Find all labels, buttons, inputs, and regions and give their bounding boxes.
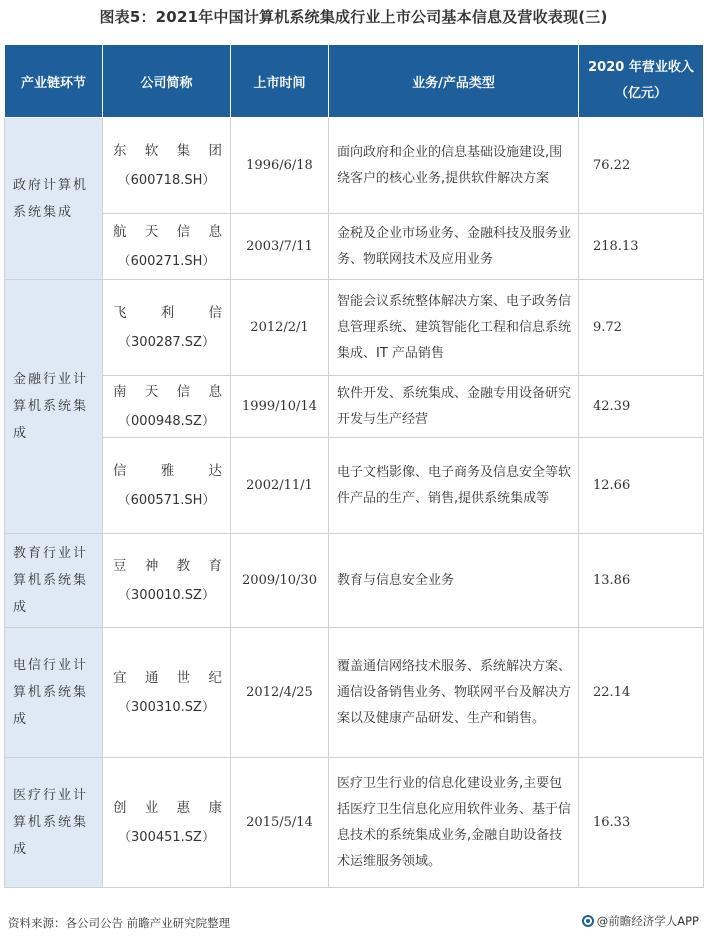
company-name [103,456,230,486]
table-row [5,376,704,438]
stock-code: （600571.SH） [117,492,216,508]
source-note: 资料来源：各公司公告 前瞻产业研究院整理 [8,916,231,930]
table-header-row [5,45,704,118]
listing-date-cell: 2002/11/1 [231,438,329,534]
business-cell: 软件开发、系统集成、金融专用设备研究开发与生产经营 [329,376,579,438]
company-name-char: 惠 [176,799,191,816]
company-name-char: 信 [113,462,127,479]
company-table [4,44,704,888]
segment-cell: 教育行业计算机系统集成 [5,534,103,628]
table-row [5,280,704,376]
revenue-cell: 218.13 [579,214,704,280]
business-cell: 教育与信息安全业务 [329,534,579,628]
business-cell: 面向政府和企业的信息基础设施建设,围绕客户的核心业务,提供软件解决方案 [329,118,579,214]
company-name-char: 东 [113,142,127,159]
company-name-char: 天 [144,223,159,240]
company-name [103,663,230,693]
header-business: 业务/产品类型 [329,45,579,118]
company-name-char: 教 [176,557,191,574]
revenue-cell: 22.14 [579,628,704,758]
company-name-char: 育 [208,557,222,574]
company-name-char: 创 [113,799,127,816]
table-row [5,758,704,888]
company-name-char: 宜 [113,669,127,686]
stock-code: （600271.SH） [117,253,216,269]
company-name-char: 世 [176,669,191,686]
company-name-char: 神 [144,557,159,574]
company-name-char: 息 [208,383,222,400]
company-cell [103,438,231,534]
table-row [5,118,704,214]
company-name [103,217,230,247]
listing-date-cell: 1999/10/14 [231,376,329,438]
revenue-cell: 76.22 [579,118,704,214]
brand-text: @前瞻经济学人APP [596,914,699,928]
company-name-char: 通 [144,669,159,686]
table-row [5,628,704,758]
listing-date-cell: 2003/7/11 [231,214,329,280]
company-name [103,551,230,581]
header-revenue: 2020 年营业收入 （亿元） [579,45,704,118]
brand-credit [582,913,699,929]
segment-cell: 政府计算机系统集成 [5,118,103,280]
company-name-char: 信 [176,383,191,400]
company-name-char: 天 [144,383,159,400]
segment-cell: 医疗行业计算机系统集成 [5,758,103,888]
revenue-cell: 42.39 [579,376,704,438]
company-cell [103,214,231,280]
revenue-cell: 12.66 [579,438,704,534]
company-name-char: 航 [113,223,127,240]
listing-date-cell: 1996/6/18 [231,118,329,214]
listing-date-cell: 2009/10/30 [231,534,329,628]
company-name-char: 软 [144,142,159,159]
segment-cell: 电信行业计算机系统集成 [5,628,103,758]
business-cell: 金税及企业市场业务、金融科技及服务业务、物联网技术及应用业务 [329,214,579,280]
company-name-char: 息 [208,223,222,240]
company-name-char: 业 [144,799,159,816]
company-name-char: 达 [208,462,222,479]
business-cell: 电子文档影像、电子商务及信息安全等软件产品的生产、销售,提供系统集成等 [329,438,579,534]
company-cell [103,758,231,888]
company-name [103,377,230,407]
revenue-cell: 9.72 [579,280,704,376]
table-row [5,534,704,628]
stock-code: （300310.SZ） [118,699,215,715]
listing-date-cell: 2015/5/14 [231,758,329,888]
company-name-char: 信 [176,223,191,240]
listing-date-cell: 2012/4/25 [231,628,329,758]
qianzhan-logo-icon [582,915,594,927]
stock-code: （300287.SZ） [118,334,215,350]
company-name-char: 豆 [113,557,127,574]
listing-date-cell: 2012/2/1 [231,280,329,376]
segment-cell: 金融行业计算机系统集成 [5,280,103,534]
company-name-char: 纪 [208,669,222,686]
stock-code: （300451.SZ） [118,829,215,845]
table-row [5,214,704,280]
business-cell: 智能会议系统整体解决方案、电子政务信息管理系统、建筑智能化工程和信息系统集成、IT 产品销售 [329,280,579,376]
company-name-char: 利 [160,304,175,321]
company-cell [103,534,231,628]
header-listing-date: 上市时间 [231,45,329,118]
business-cell: 医疗卫生行业的信息化建设业务,主要包括医疗卫生信息化应用软件业务、基于信息技术的系统集成业务,金融自助设备技术运维服务领域。 [329,758,579,888]
company-name-char: 雅 [160,462,175,479]
stock-code: （600718.SH） [117,172,216,188]
company-cell [103,118,231,214]
company-name-char: 康 [208,799,222,816]
company-name [103,136,230,166]
revenue-cell: 16.33 [579,758,704,888]
company-name-char: 集 [176,142,191,159]
company-name [103,793,230,823]
revenue-cell: 13.86 [579,534,704,628]
header-segment: 产业链环节 [5,45,103,118]
company-name [103,298,230,328]
company-name-char: 南 [113,383,127,400]
stock-code: （300010.SZ） [118,587,215,603]
company-name-char: 团 [208,142,222,159]
company-cell [103,628,231,758]
table-row [5,438,704,534]
company-cell [103,280,231,376]
business-cell: 覆盖通信网络技术服务、系统解决方案、通信设备销售业务、物联网平台及解决方案以及健康产品研发、生产和销售。 [329,628,579,758]
company-cell [103,376,231,438]
header-company: 公司简称 [103,45,231,118]
company-name-char: 飞 [113,304,127,321]
page-title: 图表5：2021年中国计算机系统集成行业上市公司基本信息及营收表现(三) [99,8,608,26]
company-name-char: 信 [208,304,222,321]
stock-code: （000948.SZ） [118,413,215,429]
